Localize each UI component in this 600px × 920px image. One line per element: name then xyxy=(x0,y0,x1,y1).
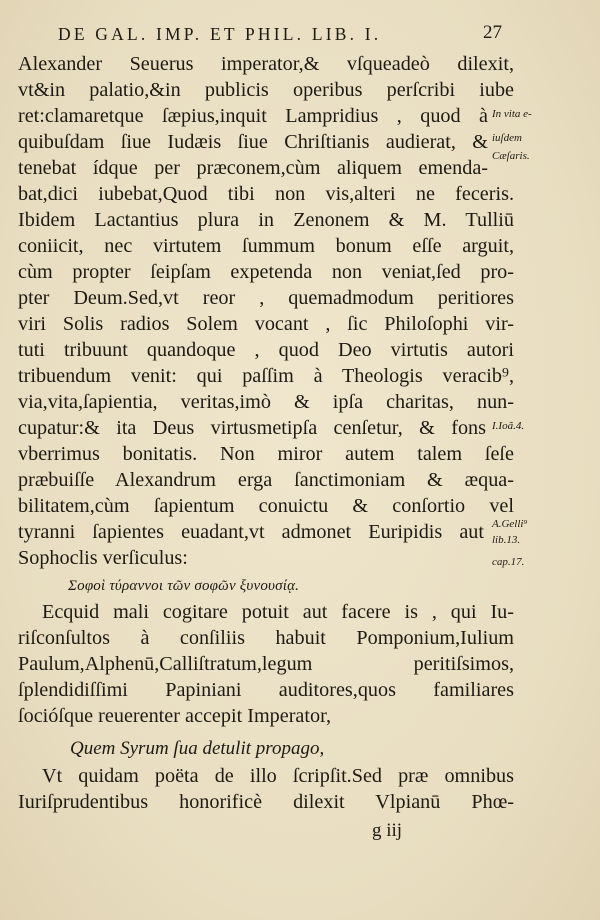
margin-note: In vita e- xyxy=(492,108,532,120)
text-line: Iuriſprudentibus honorificè dilexit Vlpianū Phœ- xyxy=(18,791,514,813)
text-line: riſconſultos à conſiliis habuit Pomponium,Iulium xyxy=(18,627,514,649)
text-line: bat,dici iubebat,Quod tibi non vis,alteri ne feceris. xyxy=(18,183,514,205)
text-line: ſocióſque reuerenter accepit Imperator, xyxy=(18,705,332,727)
margin-note: iuſdem xyxy=(492,132,522,144)
text-line: viri Solis radios Solem vocant , ſic Philoſophi vir- xyxy=(18,313,514,335)
latin-verse: Quem Syrum ſua detulit propago, xyxy=(70,738,325,759)
greek-verse: Σοφοὶ τύραννοι τῶν σοφῶν ξυνουσίᾳ. xyxy=(68,578,300,594)
text-line: ſplendidiſſimi Papiniani auditores,quos familiares xyxy=(18,679,514,701)
margin-note: A.Gelli⁹ xyxy=(492,518,528,530)
text-line: Sophoclis verſiculus: xyxy=(18,547,188,569)
text-line: tenebat ídque per præconem,cùm aliquem emenda- xyxy=(18,157,488,179)
running-header xyxy=(58,22,502,50)
margin-note: Cæſaris. xyxy=(492,150,530,162)
text-line: tribuendum venit: qui paſſim à Theologis veracib⁹, xyxy=(18,365,514,387)
text-line: quibuſdam ſiue Iudæis ſiue Chriſtianis audierat, & xyxy=(18,131,488,153)
text-line: Ecquid mali cogitare potuit aut facere is , qui Iu- xyxy=(42,601,514,623)
signature-mark: g iij xyxy=(372,820,403,841)
text-line: præbuiſſe Alexandrum erga ſanctimoniam & æqua- xyxy=(18,469,514,491)
text-line: Vt quidam poëta de illo ſcripſit.Sed præ omnibus xyxy=(42,765,514,787)
text-line: pter Deum.Sed,vt reor , quemadmodum peritiores xyxy=(18,287,514,309)
margin-note: cap.17. xyxy=(492,556,525,568)
text-line: via,vita,ſapientia, veritas,imò & ipſa charitas, nun- xyxy=(18,391,514,413)
text-line: Ibidem Lactantius plura in Zenonem & M. Tulliū xyxy=(18,209,514,231)
text-line: tuti tribuunt quandoque , quod Deo virtutis autori xyxy=(18,339,514,361)
text-line: vt&in palatio,&in publicis operibus perſcribi iube xyxy=(18,79,514,101)
text-line: Paulum,Alphenū,Calliſtratum,legum peritiſsimos, xyxy=(18,653,514,675)
text-line: coniicit, nec virtutem ſummum bonum eſſe arguit, xyxy=(18,235,514,257)
text-line: tyranni ſapientes euadant,vt admonet Euripidis aut xyxy=(18,521,484,543)
text-line: ret:clamaretque ſæpius,inquit Lampridius , quod à xyxy=(18,105,488,127)
running-title: DE GAL. IMP. ET PHIL. LIB. I. xyxy=(58,24,382,44)
margin-note: lib.13. xyxy=(492,534,521,546)
text-line: cùm propter ſeipſam expetenda non veniat,ſed pro- xyxy=(18,261,514,283)
text-line: cupatur:& ita Deus virtusmetipſa cenſetur, & fons xyxy=(18,417,486,439)
text-line: vberrimus bonitatis. Non miror autem talem ſeſe xyxy=(18,443,514,465)
margin-note: I.Ioã.4. xyxy=(492,420,525,432)
text-line: Alexander Seuerus imperator,& vſqueadeò dilexit, xyxy=(18,53,514,75)
text-line: bilitatem,cùm ſapientum conuictu & conſortio vel xyxy=(18,495,514,517)
page-number: 27 xyxy=(483,22,502,43)
